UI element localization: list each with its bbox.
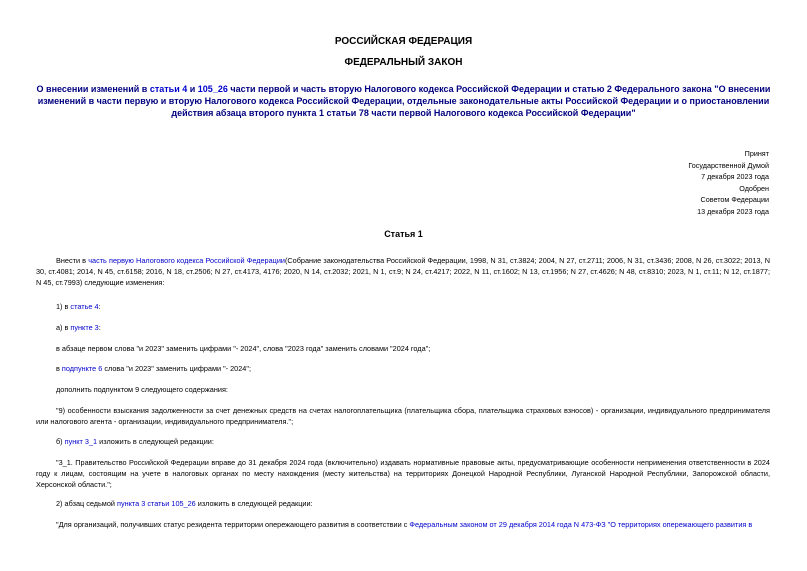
law-title [30, 83, 777, 119]
paragraph: в абзаце первом слова "и 2023" заменить цифрами "- 2024", слова "2023 года" заменить словами "2024 года"; [56, 344, 431, 353]
title-link-article-4[interactable]: статьи 4 [149, 84, 188, 94]
title-text-1: О внесении изменений в [36, 84, 150, 94]
link-article-4[interactable]: статье 4 [70, 302, 99, 311]
adopted-line: Принят [744, 149, 769, 158]
link-point-3[interactable]: пункте 3 [70, 323, 99, 332]
para-text: изложить в следующей редакции: [97, 437, 214, 446]
paragraph [36, 363, 770, 374]
adopted-line: 13 декабря 2023 года [697, 206, 769, 216]
para-text: б) [56, 437, 65, 446]
paragraph [36, 255, 770, 288]
para-text: изложить в следующей редакции: [195, 499, 313, 508]
para-text: а) в [56, 323, 71, 332]
para-text: : [98, 302, 101, 311]
para-text: : [98, 323, 101, 332]
paragraph [36, 498, 770, 509]
paragraph [36, 519, 770, 530]
title-link-article-105-26[interactable]: 105_26 [197, 84, 228, 94]
adopted-line: Государственной Думой [688, 160, 769, 170]
paragraph [36, 301, 770, 312]
title-text-2: и [187, 84, 198, 94]
title-text-3: части первой и часть вторую Налогового кодекса Российской Федерации и статью 2 Федерального закона "О внесении изменений в части первую и вторую Налогового кодекса Российской Федерации, отдельные законодательные акты Российской Федерации и о приостановлении действия абзаца второго пункта 1 статьи 78 части первой Налогового кодекса Российской Федерации" [37, 84, 771, 118]
link-federal-law-473[interactable]: Федеральным законом от 29 декабря 2014 года N 473-ФЗ "О территориях опережающего развития в [409, 520, 753, 529]
link-subpoint-6[interactable]: подпункте 6 [61, 364, 103, 373]
para-text: (Собрание законодательства Российской Федерации, 1998, N 31, ст.3824; 2004, N 27, ст.2711; 2006, N 31, ст.3436; 2008, N 26, ст.3022; 2013, N 30, ст.4081; 2014, N 45, ст.6158; 2016, N 18, ст.2506; N 27, ст.4173, 4176; 2020, N 14, ст.2032; 2021, N 1, ст.9; N 24, ст.4217; 2022, N 11, ст.1602; N 13, ст.1956; N 27, ст.4626; N 48, ст.8310; 2023, N 1, ст.11; N 12, ст.1877; N 45, ст.7993) следующие изменения: [36, 256, 770, 287]
country-heading: РОССИЙСКАЯ ФЕДЕРАЦИЯ [334, 36, 473, 47]
para-text: 1) в [56, 302, 71, 311]
link-part-one-tax-code[interactable]: часть первую Налогового кодекса Российской Федерации [88, 256, 285, 265]
para-text: "Для организаций, получивших статус резидента территории опережающего развития в соответствии с [56, 520, 410, 529]
link-point-3-article-105-26[interactable]: пункта 3 статьи 105_26 [117, 499, 196, 508]
para-text: 2) абзац седьмой [56, 499, 117, 508]
paragraph [36, 322, 770, 333]
article-title: Статья 1 [384, 229, 423, 239]
adopted-line: Одобрен [739, 183, 769, 193]
para-text: слова "и 2023" заменить цифрами "- 2024"; [102, 364, 251, 373]
link-point-3-1[interactable]: пункт 3_1 [64, 437, 98, 446]
adopted-line: Советом Федерации [700, 195, 769, 204]
paragraph [36, 436, 770, 447]
paragraph: "9) особенности взыскания задолженности за счет денежных средств на счетах налогоплательщика (плательщика сбора, плательщика страховых взносов) - организации, индивидуального предпринимателя или налогового агента - организации, индивидуального предпринимателя."; [36, 406, 770, 426]
adoption-block [688, 148, 769, 217]
paragraph: "3_1. Правительство Российской Федерации вправе до 31 декабря 2024 года (включительно) издавать нормативные правовые акты, предусматривающие особенности неприменения ответственности в 2024 году к лицам, состоящим на учете в налоговых органах по месту нахождения (месту жительства) на территориях Донецкой Народной Республики, Луганской Народной Республики, Запорожской области, Херсонской области."; [36, 458, 770, 489]
paragraph: дополнить подпунктом 9 следующего содержания: [56, 385, 228, 394]
doc-type-heading: ФЕДЕРАЛЬНЫЙ ЗАКОН [344, 57, 463, 68]
para-text: в [56, 364, 62, 373]
adopted-line: 7 декабря 2023 года [701, 172, 769, 181]
para-text: Внести в [56, 256, 89, 265]
